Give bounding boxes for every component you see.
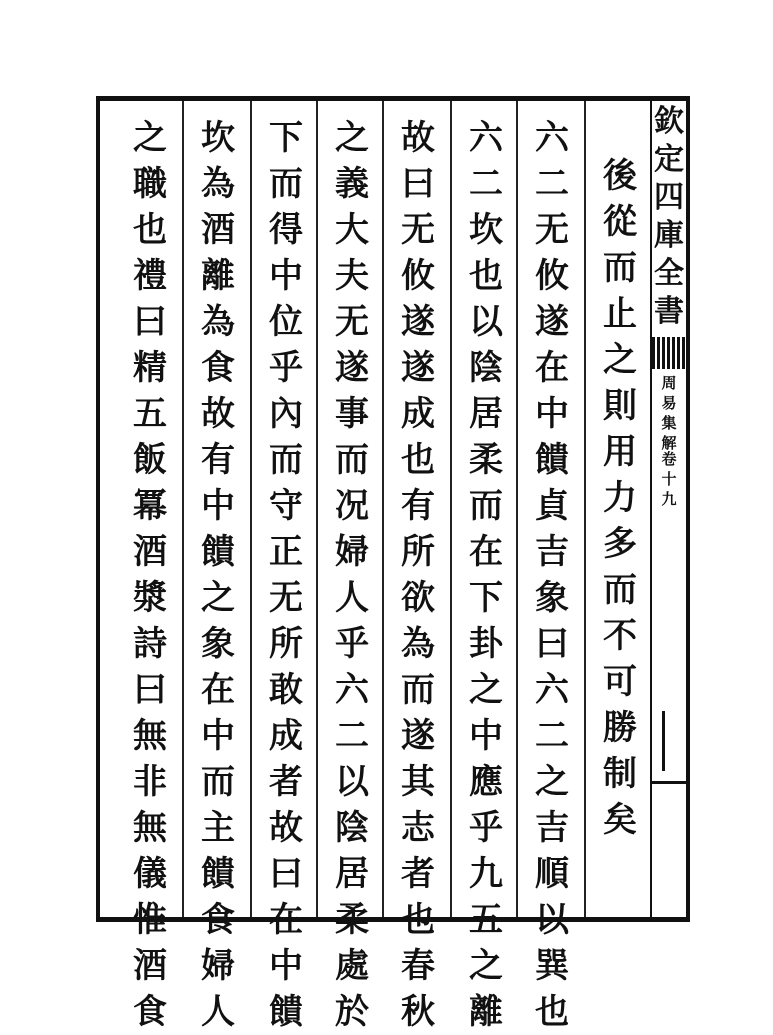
text-char: 欲 — [401, 578, 435, 618]
text-char: 攸 — [535, 256, 569, 296]
text-char: 在 — [201, 670, 235, 710]
margin-char: 四 — [654, 180, 684, 215]
column-rule — [450, 101, 452, 917]
text-char: 所 — [269, 624, 303, 664]
column-rule — [584, 101, 586, 917]
text-char: 而 — [401, 670, 435, 710]
text-char: 應 — [469, 762, 503, 802]
column-rule — [516, 101, 518, 917]
text-char: 酒 — [133, 946, 167, 986]
text-char: 也 — [133, 210, 167, 250]
text-char: 饋 — [535, 440, 569, 480]
text-char: 中 — [269, 946, 303, 986]
text-char: 下 — [469, 578, 503, 618]
text-char: 也 — [469, 256, 503, 296]
text-char: 有 — [401, 486, 435, 526]
text-char: 志 — [401, 808, 435, 848]
text-char: 詩 — [133, 624, 167, 664]
text-char: 二 — [469, 164, 503, 204]
text-char: 無 — [133, 716, 167, 756]
text-char: 中 — [201, 486, 235, 526]
margin-char: 書 — [654, 294, 684, 329]
text-char: 在 — [269, 900, 303, 940]
text-char: 而 — [201, 762, 235, 802]
text-char: 遂 — [335, 348, 369, 388]
text-char: 吉 — [535, 808, 569, 848]
text-char: 攸 — [401, 256, 435, 296]
text-column — [120, 115, 180, 1035]
text-char: 者 — [401, 854, 435, 894]
text-char: 得 — [269, 210, 303, 250]
margin-char: 全 — [654, 256, 684, 291]
text-char: 也 — [401, 900, 435, 940]
text-char: 儀 — [133, 854, 167, 894]
text-char: 精 — [133, 348, 167, 388]
text-char: 從 — [603, 202, 637, 242]
text-column — [522, 115, 582, 1035]
text-char: 故 — [201, 394, 235, 434]
text-char: 故 — [401, 118, 435, 158]
margin-char: 易 — [661, 394, 677, 412]
text-char: 處 — [335, 946, 369, 986]
text-char: 禮 — [133, 256, 167, 296]
text-char: 順 — [535, 854, 569, 894]
text-char: 食 — [201, 900, 235, 940]
text-char: 主 — [201, 808, 235, 848]
text-char: 惟 — [133, 900, 167, 940]
text-char: 象 — [201, 624, 235, 664]
margin-char: 定 — [654, 142, 684, 177]
text-column — [322, 115, 382, 1035]
text-char: 无 — [335, 302, 369, 342]
text-char: 乎 — [335, 624, 369, 664]
text-char: 者 — [269, 762, 303, 802]
text-char: 曰 — [401, 164, 435, 204]
text-char: 以 — [335, 762, 369, 802]
column-rule — [316, 101, 318, 917]
text-char: 不 — [603, 616, 637, 656]
text-char: 而 — [269, 440, 303, 480]
text-char: 之 — [201, 578, 235, 618]
text-char: 之 — [469, 670, 503, 710]
text-char: 可 — [603, 662, 637, 702]
text-char: 陰 — [335, 808, 369, 848]
text-char: 中 — [201, 716, 235, 756]
text-char: 也 — [401, 440, 435, 480]
margin-char: 卷 — [661, 450, 677, 468]
text-char: 二 — [535, 164, 569, 204]
text-char: 以 — [535, 900, 569, 940]
text-char: 坎 — [201, 118, 235, 158]
text-char: 成 — [401, 394, 435, 434]
text-char: 止 — [603, 294, 637, 334]
text-char: 六 — [469, 118, 503, 158]
text-char: 乎 — [269, 348, 303, 388]
text-char: 守 — [269, 486, 303, 526]
text-char: 六 — [335, 670, 369, 710]
text-char: 冪 — [133, 486, 167, 526]
text-char: 象 — [535, 578, 569, 618]
text-char: 中 — [469, 716, 503, 756]
text-column — [456, 115, 516, 1035]
text-char: 為 — [201, 302, 235, 342]
text-char: 秋 — [401, 992, 435, 1032]
text-char: 九 — [469, 854, 503, 894]
margin-title — [652, 103, 686, 331]
text-column — [256, 115, 316, 1035]
text-char: 无 — [535, 210, 569, 250]
text-char: 所 — [401, 532, 435, 572]
text-char: 於 — [335, 992, 369, 1032]
text-char: 為 — [401, 624, 435, 664]
text-char: 力 — [603, 478, 637, 518]
margin-book-title — [652, 373, 686, 453]
text-char: 五 — [469, 900, 503, 940]
margin-char: 解 — [661, 434, 677, 452]
text-column — [388, 115, 448, 1035]
text-char: 貞 — [535, 486, 569, 526]
text-char: 居 — [335, 854, 369, 894]
text-char: 卦 — [469, 624, 503, 664]
text-char: 在 — [469, 532, 503, 572]
text-char: 巽 — [535, 946, 569, 986]
text-char: 而 — [603, 570, 637, 610]
margin-char: 集 — [661, 414, 677, 432]
text-char: 多 — [603, 524, 637, 564]
text-char: 人 — [335, 578, 369, 618]
text-char: 五 — [133, 394, 167, 434]
text-char: 有 — [201, 440, 235, 480]
text-char: 事 — [335, 394, 369, 434]
text-char: 中 — [535, 394, 569, 434]
text-char: 遂 — [401, 716, 435, 756]
margin-char: 九 — [661, 490, 677, 508]
text-char: 饋 — [269, 992, 303, 1032]
text-char: 位 — [269, 302, 303, 342]
text-char: 婦 — [335, 532, 369, 572]
text-char: 之 — [535, 762, 569, 802]
text-char: 故 — [269, 808, 303, 848]
text-char: 食 — [133, 992, 167, 1032]
text-char: 无 — [269, 578, 303, 618]
text-char: 柔 — [469, 440, 503, 480]
text-char: 敢 — [269, 670, 303, 710]
text-char: 後 — [603, 156, 637, 196]
text-char: 非 — [133, 762, 167, 802]
text-char: 義 — [335, 164, 369, 204]
text-char: 以 — [469, 302, 503, 342]
text-char: 夫 — [335, 256, 369, 296]
margin-volume — [652, 449, 686, 509]
text-char: 六 — [535, 670, 569, 710]
text-char: 正 — [269, 532, 303, 572]
text-char: 曰 — [133, 302, 167, 342]
text-char: 勝 — [603, 708, 637, 748]
text-char: 婦 — [201, 946, 235, 986]
text-char: 吉 — [535, 532, 569, 572]
text-frame — [96, 96, 652, 1032]
text-char: 中 — [269, 256, 303, 296]
text-char: 其 — [401, 762, 435, 802]
text-char: 為 — [201, 164, 235, 204]
text-char: 食 — [201, 348, 235, 388]
column-rule — [182, 101, 184, 917]
text-char: 遂 — [401, 302, 435, 342]
text-column — [188, 115, 248, 1035]
text-char: 漿 — [133, 578, 167, 618]
column-rule — [250, 101, 252, 917]
text-char: 而 — [603, 248, 637, 288]
text-char: 也 — [535, 992, 569, 1032]
margin-bar — [662, 711, 665, 771]
text-char: 遂 — [401, 348, 435, 388]
text-char: 酒 — [133, 532, 167, 572]
fishtail-mark-icon — [652, 337, 686, 369]
text-char: 用 — [603, 432, 637, 472]
text-char: 六 — [535, 118, 569, 158]
text-char: 飯 — [133, 440, 167, 480]
text-char: 矣 — [603, 800, 637, 840]
text-char: 之 — [133, 118, 167, 158]
text-char: 成 — [269, 716, 303, 756]
margin-char: 庫 — [654, 218, 684, 253]
margin-char: 十 — [661, 470, 677, 488]
text-char: 而 — [469, 486, 503, 526]
margin-char: 欽 — [654, 104, 684, 139]
text-char: 之 — [469, 946, 503, 986]
text-char: 曰 — [535, 624, 569, 664]
margin-char: 周 — [661, 374, 677, 392]
text-char: 曰 — [269, 854, 303, 894]
text-char: 職 — [133, 164, 167, 204]
margin-bar — [652, 781, 686, 784]
text-char: 而 — [335, 440, 369, 480]
text-char: 內 — [269, 394, 303, 434]
text-char: 離 — [201, 256, 235, 296]
text-char: 二 — [535, 716, 569, 756]
text-char: 无 — [401, 210, 435, 250]
column-rule — [382, 101, 384, 917]
text-char: 離 — [469, 992, 503, 1032]
text-char: 遂 — [535, 302, 569, 342]
text-char: 二 — [335, 716, 369, 756]
text-char: 大 — [335, 210, 369, 250]
text-column — [590, 153, 650, 843]
text-char: 無 — [133, 808, 167, 848]
text-char: 則 — [603, 386, 637, 426]
text-char: 春 — [401, 946, 435, 986]
text-char: 而 — [269, 164, 303, 204]
text-char: 饋 — [201, 532, 235, 572]
text-char: 曰 — [133, 670, 167, 710]
text-char: 下 — [269, 118, 303, 158]
text-char: 之 — [335, 118, 369, 158]
text-char: 制 — [603, 754, 637, 794]
text-char: 况 — [335, 486, 369, 526]
text-char: 在 — [535, 348, 569, 388]
text-char: 之 — [603, 340, 637, 380]
margin-strip — [652, 96, 690, 922]
text-char: 陰 — [469, 348, 503, 388]
text-char: 坎 — [469, 210, 503, 250]
text-char: 人 — [201, 992, 235, 1032]
text-char: 柔 — [335, 900, 369, 940]
text-char: 酒 — [201, 210, 235, 250]
text-char: 饋 — [201, 854, 235, 894]
text-char: 居 — [469, 394, 503, 434]
text-char: 乎 — [469, 808, 503, 848]
